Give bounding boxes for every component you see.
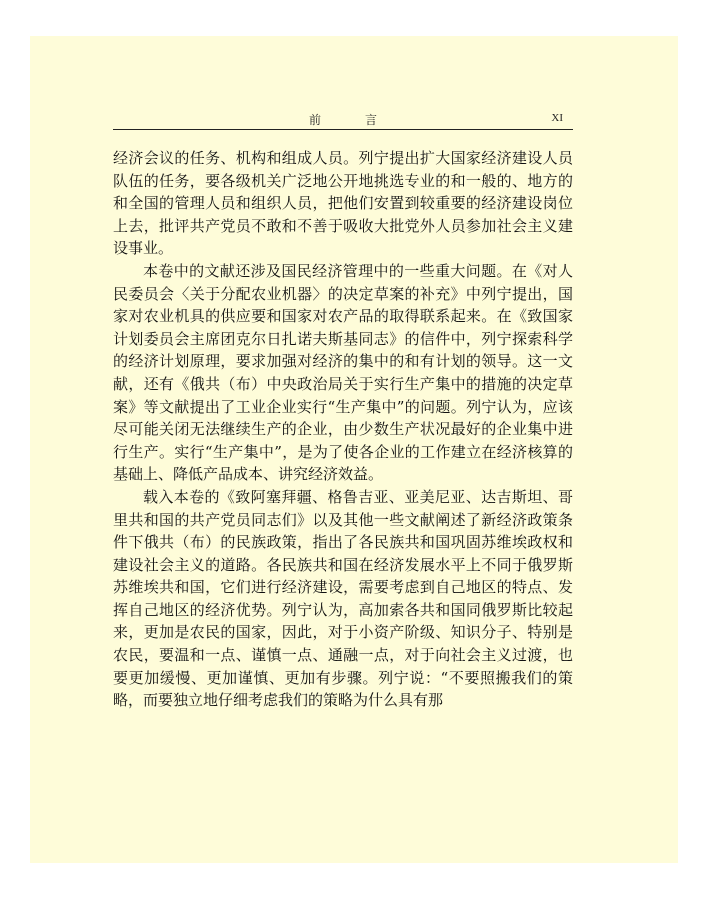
running-title: 前 言 — [308, 113, 393, 127]
paragraph-1: 经济会议的任务、机构和组成人员。列宁提出扩大国家经济建设人员队伍的任务，要各级机关广泛地公开地挑选专业的和一般的、地方的和全国的管理人员和组织人员，把他们安置到较重要的经济建设岗位上去，批评共产党员不敢和不善于吸收大批党外人员参加社会主义建设事业。 — [113, 149, 573, 258]
page-number: XI — [551, 112, 563, 124]
paragraph-3: 载入本卷的《致阿塞拜疆、格鲁吉亚、亚美尼亚、达吉斯坦、哥里共和国的共产党员同志们》以及其他一些文献阐述了新经济政策条件下俄共（布）的民族政策，指出了各民族共和国巩固苏维埃政权和建设社会主义的道路。各民族共和国在经济发展水平上不同于俄罗斯苏维埃共和国，它们进行经济建设，需要考虑到自己地区的特点、发挥自己地区的经济优势。列宁认为，高加索各共和国同俄罗斯比较起来，更加是农民的国家，因此，对于小资产阶级、知识分子、特别是农民，要温和一点、谨慎一点、通融一点，对于向社会主义过渡，也要更加缓慢、更加谨慎、更加有步骤。列宁说：“不要照搬我们的策略，而要独立地仔细考虑我们的策略为什么具有那 — [113, 487, 573, 710]
body-text — [113, 147, 573, 712]
paragraph-2: 本卷中的文献还涉及国民经济管理中的一些重大问题。在《对人民委员会〈关于分配农业机器〉的决定草案的补充》中列宁提出，国家对农业机具的供应要和国家对农产品的取得联系起来。在《致国家计划委员会主席团克尔日扎诺夫斯基同志》的信件中，列宁探索科学的经济计划原理，要求加强对经济的集中的和有计划的领导。这一文献，还有《俄共（布）中央政治局关于实行生产集中的措施的决定草案》等文献提出了工业企业实行“生产集中”的问题。列宁认为，应该尽可能关闭无法继续生产的企业，由少数生产状况最好的企业集中进行生产。实行“生产集中”，是为了使各企业的工作建立在经济核算的基础上、降低产品成本、讲究经济效益。 — [113, 261, 573, 484]
running-header — [113, 109, 573, 130]
